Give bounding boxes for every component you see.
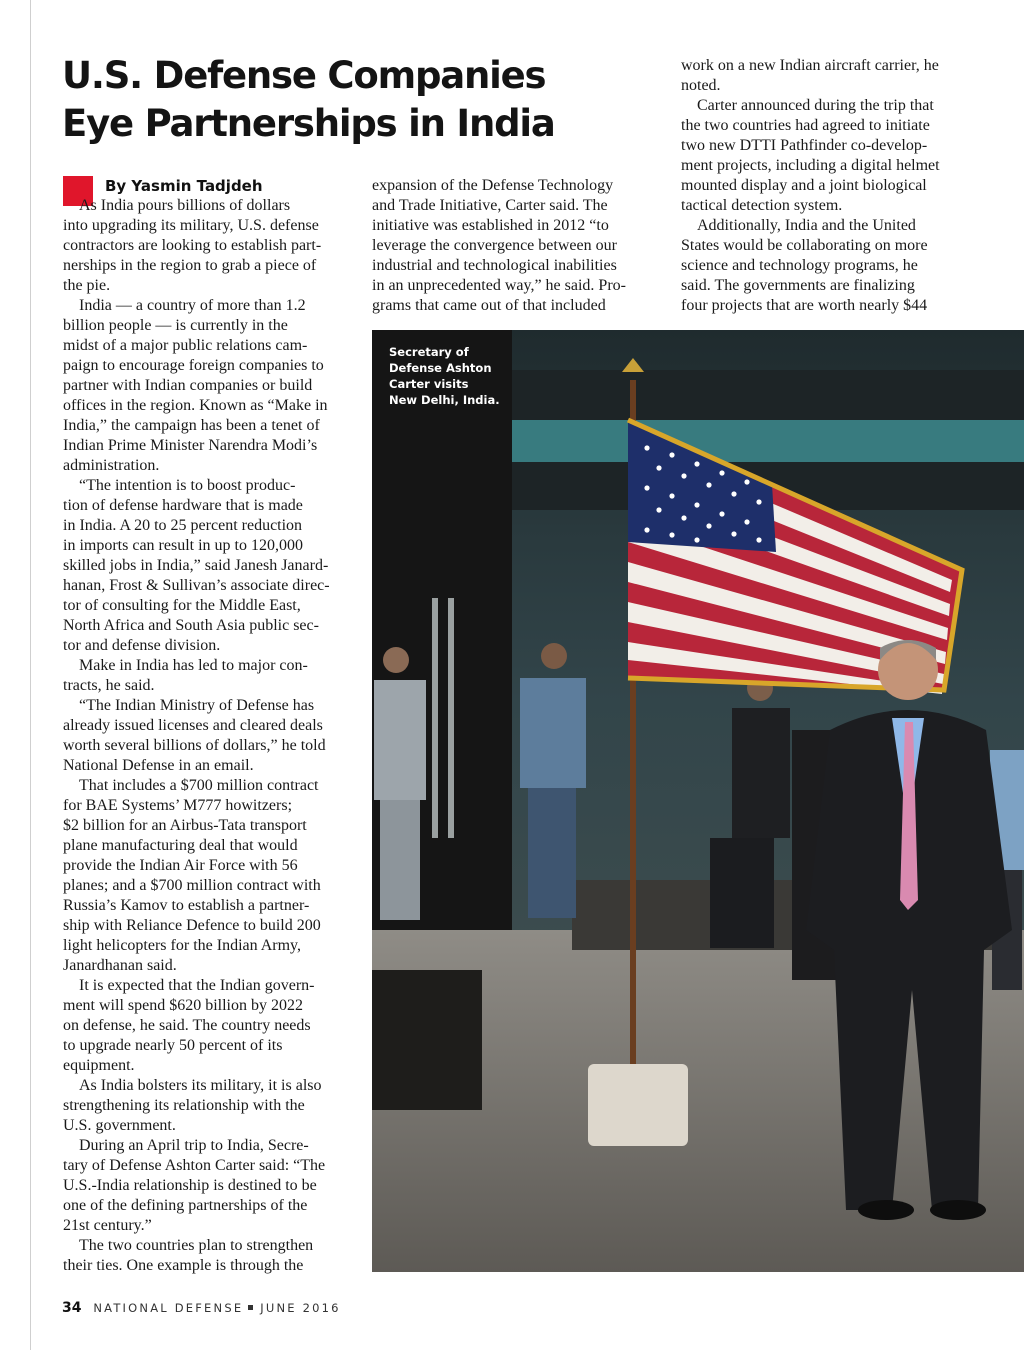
- issue-date: JUNE 2016: [260, 1301, 341, 1315]
- text-line: one of the defining partnerships of the: [63, 1197, 308, 1214]
- text-line: The two countries plan to strengthen: [79, 1237, 314, 1254]
- text-line: National Defense in an email.: [63, 757, 254, 774]
- byline: By Yasmin Tadjdeh: [105, 177, 263, 195]
- text-line: That includes a $700 million contract: [79, 777, 319, 794]
- text-line: billion people — is currently in the: [63, 317, 288, 334]
- text-line: As India pours billions of dollars: [79, 197, 291, 214]
- text-line: U.S.-India relationship is destined to be: [63, 1177, 317, 1194]
- text-line: expansion of the Defense Technology: [372, 177, 614, 194]
- text-line: strengthening its relationship with the: [63, 1097, 305, 1114]
- caption-line: Secretary of: [389, 345, 469, 359]
- text-line: India — a country of more than 1.2: [79, 297, 306, 314]
- page-footer: [62, 1300, 341, 1316]
- page-number: 34: [62, 1300, 82, 1316]
- text-line: four projects that are worth nearly $44: [681, 297, 928, 314]
- text-line: contractors are looking to establish part-: [63, 237, 322, 254]
- text-line: nerships in the region to grab a piece of: [63, 257, 317, 274]
- text-line: India,” the campaign has been a tenet of: [63, 417, 320, 434]
- text-line: light helicopters for the Indian Army,: [63, 937, 302, 954]
- separator-square: [248, 1305, 253, 1310]
- text-line: It is expected that the Indian govern-: [79, 977, 315, 994]
- text-line: 21st century.”: [63, 1217, 152, 1234]
- photo-illustration: [372, 330, 1024, 1272]
- text-line: offices in the region. Known as “Make in: [63, 397, 328, 414]
- text-line: plane manufacturing deal that would: [63, 837, 298, 854]
- text-line: for BAE Systems’ M777 howitzers;: [63, 797, 293, 814]
- text-line: work on a new Indian aircraft carrier, he: [681, 57, 939, 74]
- caption-line: New Delhi, India.: [389, 393, 500, 407]
- text-line: $2 billion for an Airbus-Tata transport: [63, 817, 307, 834]
- planter-block: [372, 970, 482, 1110]
- text-line: Make in India has led to major con-: [79, 657, 308, 674]
- page-margin-rule: [30, 0, 31, 1350]
- text-line: U.S. government.: [63, 1117, 176, 1134]
- text-line: hanan, Frost & Sullivan’s associate direc-: [63, 577, 330, 594]
- text-line: tary of Defense Ashton Carter said: “The: [63, 1157, 326, 1174]
- text-line: in an unprecedented way,” he said. Pro-: [372, 277, 626, 294]
- door-handle: [448, 598, 454, 838]
- text-line: said. The governments are finalizing: [681, 277, 915, 294]
- body-column-3: [681, 56, 971, 316]
- text-line: tion of defense hardware that is made: [63, 497, 303, 514]
- text-line: Additionally, India and the United: [697, 217, 916, 234]
- text-line: administration.: [63, 457, 160, 474]
- article-headline: [62, 52, 622, 148]
- text-line: leverage the convergence between our: [372, 237, 617, 254]
- text-line: ment will spend $620 billion by 2022: [63, 997, 303, 1014]
- body-column-1: [63, 196, 348, 1276]
- text-line: Russia’s Kamov to establish a partner-: [63, 897, 310, 914]
- article-photo: [372, 330, 1024, 1272]
- text-line: ship with Reliance Defence to build 200: [63, 917, 321, 934]
- text-line: tor of consulting for the Middle East,: [63, 597, 301, 614]
- text-line: North Africa and South Asia public sec-: [63, 617, 319, 634]
- body-column-2: [372, 176, 642, 316]
- caption-line: Carter visits: [389, 377, 469, 391]
- text-line: Janardhanan said.: [63, 957, 177, 974]
- text-line: initiative was established in 2012 “to: [372, 217, 609, 234]
- photo-caption: [389, 344, 509, 408]
- text-line: As India bolsters its military, it is also: [79, 1077, 322, 1094]
- text-line: two new DTTI Pathfinder co-develop-: [681, 137, 928, 154]
- text-line: the two countries had agreed to initiate: [681, 117, 930, 134]
- text-line: skilled jobs in India,” said Janesh Janard-: [63, 557, 329, 574]
- text-line: tracts, he said.: [63, 677, 155, 694]
- text-line: “The intention is to boost produc-: [79, 477, 296, 494]
- publication-name: NATIONAL DEFENSE: [93, 1301, 244, 1315]
- text-line: During an April trip to India, Secre-: [79, 1137, 309, 1154]
- headline-line: Eye Partnerships in India: [62, 102, 555, 145]
- text-line: mounted display and a joint biological: [681, 177, 927, 194]
- headline-line: U.S. Defense Companies: [62, 54, 546, 97]
- text-line: partner with Indian companies or build: [63, 377, 313, 394]
- text-line: tor and defense division.: [63, 637, 221, 654]
- caption-line: Defense Ashton: [389, 361, 492, 375]
- text-line: and Trade Initiative, Carter said. The: [372, 197, 608, 214]
- text-line: to upgrade nearly 50 percent of its: [63, 1037, 283, 1054]
- text-line: tactical detection system.: [681, 197, 843, 214]
- flag-stand: [588, 1064, 688, 1146]
- text-line: in India. A 20 to 25 percent reduction: [63, 517, 303, 534]
- text-line: their ties. One example is through the: [63, 1257, 304, 1274]
- text-line: planes; and a $700 million contract with: [63, 877, 321, 894]
- text-line: science and technology programs, he: [681, 257, 918, 274]
- text-line: in imports can result in up to 120,000: [63, 537, 303, 554]
- text-line: equipment.: [63, 1057, 135, 1074]
- text-line: worth several billions of dollars,” he told: [63, 737, 326, 754]
- text-line: ment projects, including a digital helmet: [681, 157, 940, 174]
- text-line: “The Indian Ministry of Defense has: [79, 697, 315, 714]
- teal-band: [512, 420, 1024, 462]
- text-line: already issued licenses and cleared deals: [63, 717, 323, 734]
- text-line: industrial and technological inabilities: [372, 257, 617, 274]
- text-line: paign to encourage foreign companies to: [63, 357, 324, 374]
- text-line: States would be collaborating on more: [681, 237, 928, 254]
- text-line: into upgrading its military, U.S. defense: [63, 217, 319, 234]
- text-line: provide the Indian Air Force with 56: [63, 857, 298, 874]
- text-line: Indian Prime Minister Narendra Modi’s: [63, 437, 318, 454]
- text-line: on defense, he said. The country needs: [63, 1017, 311, 1034]
- text-line: midst of a major public relations cam-: [63, 337, 308, 354]
- door-handle: [432, 598, 438, 838]
- text-line: the pie.: [63, 277, 111, 294]
- text-line: Carter announced during the trip that: [697, 97, 934, 114]
- text-line: noted.: [681, 77, 721, 94]
- text-line: grams that came out of that included: [372, 297, 606, 314]
